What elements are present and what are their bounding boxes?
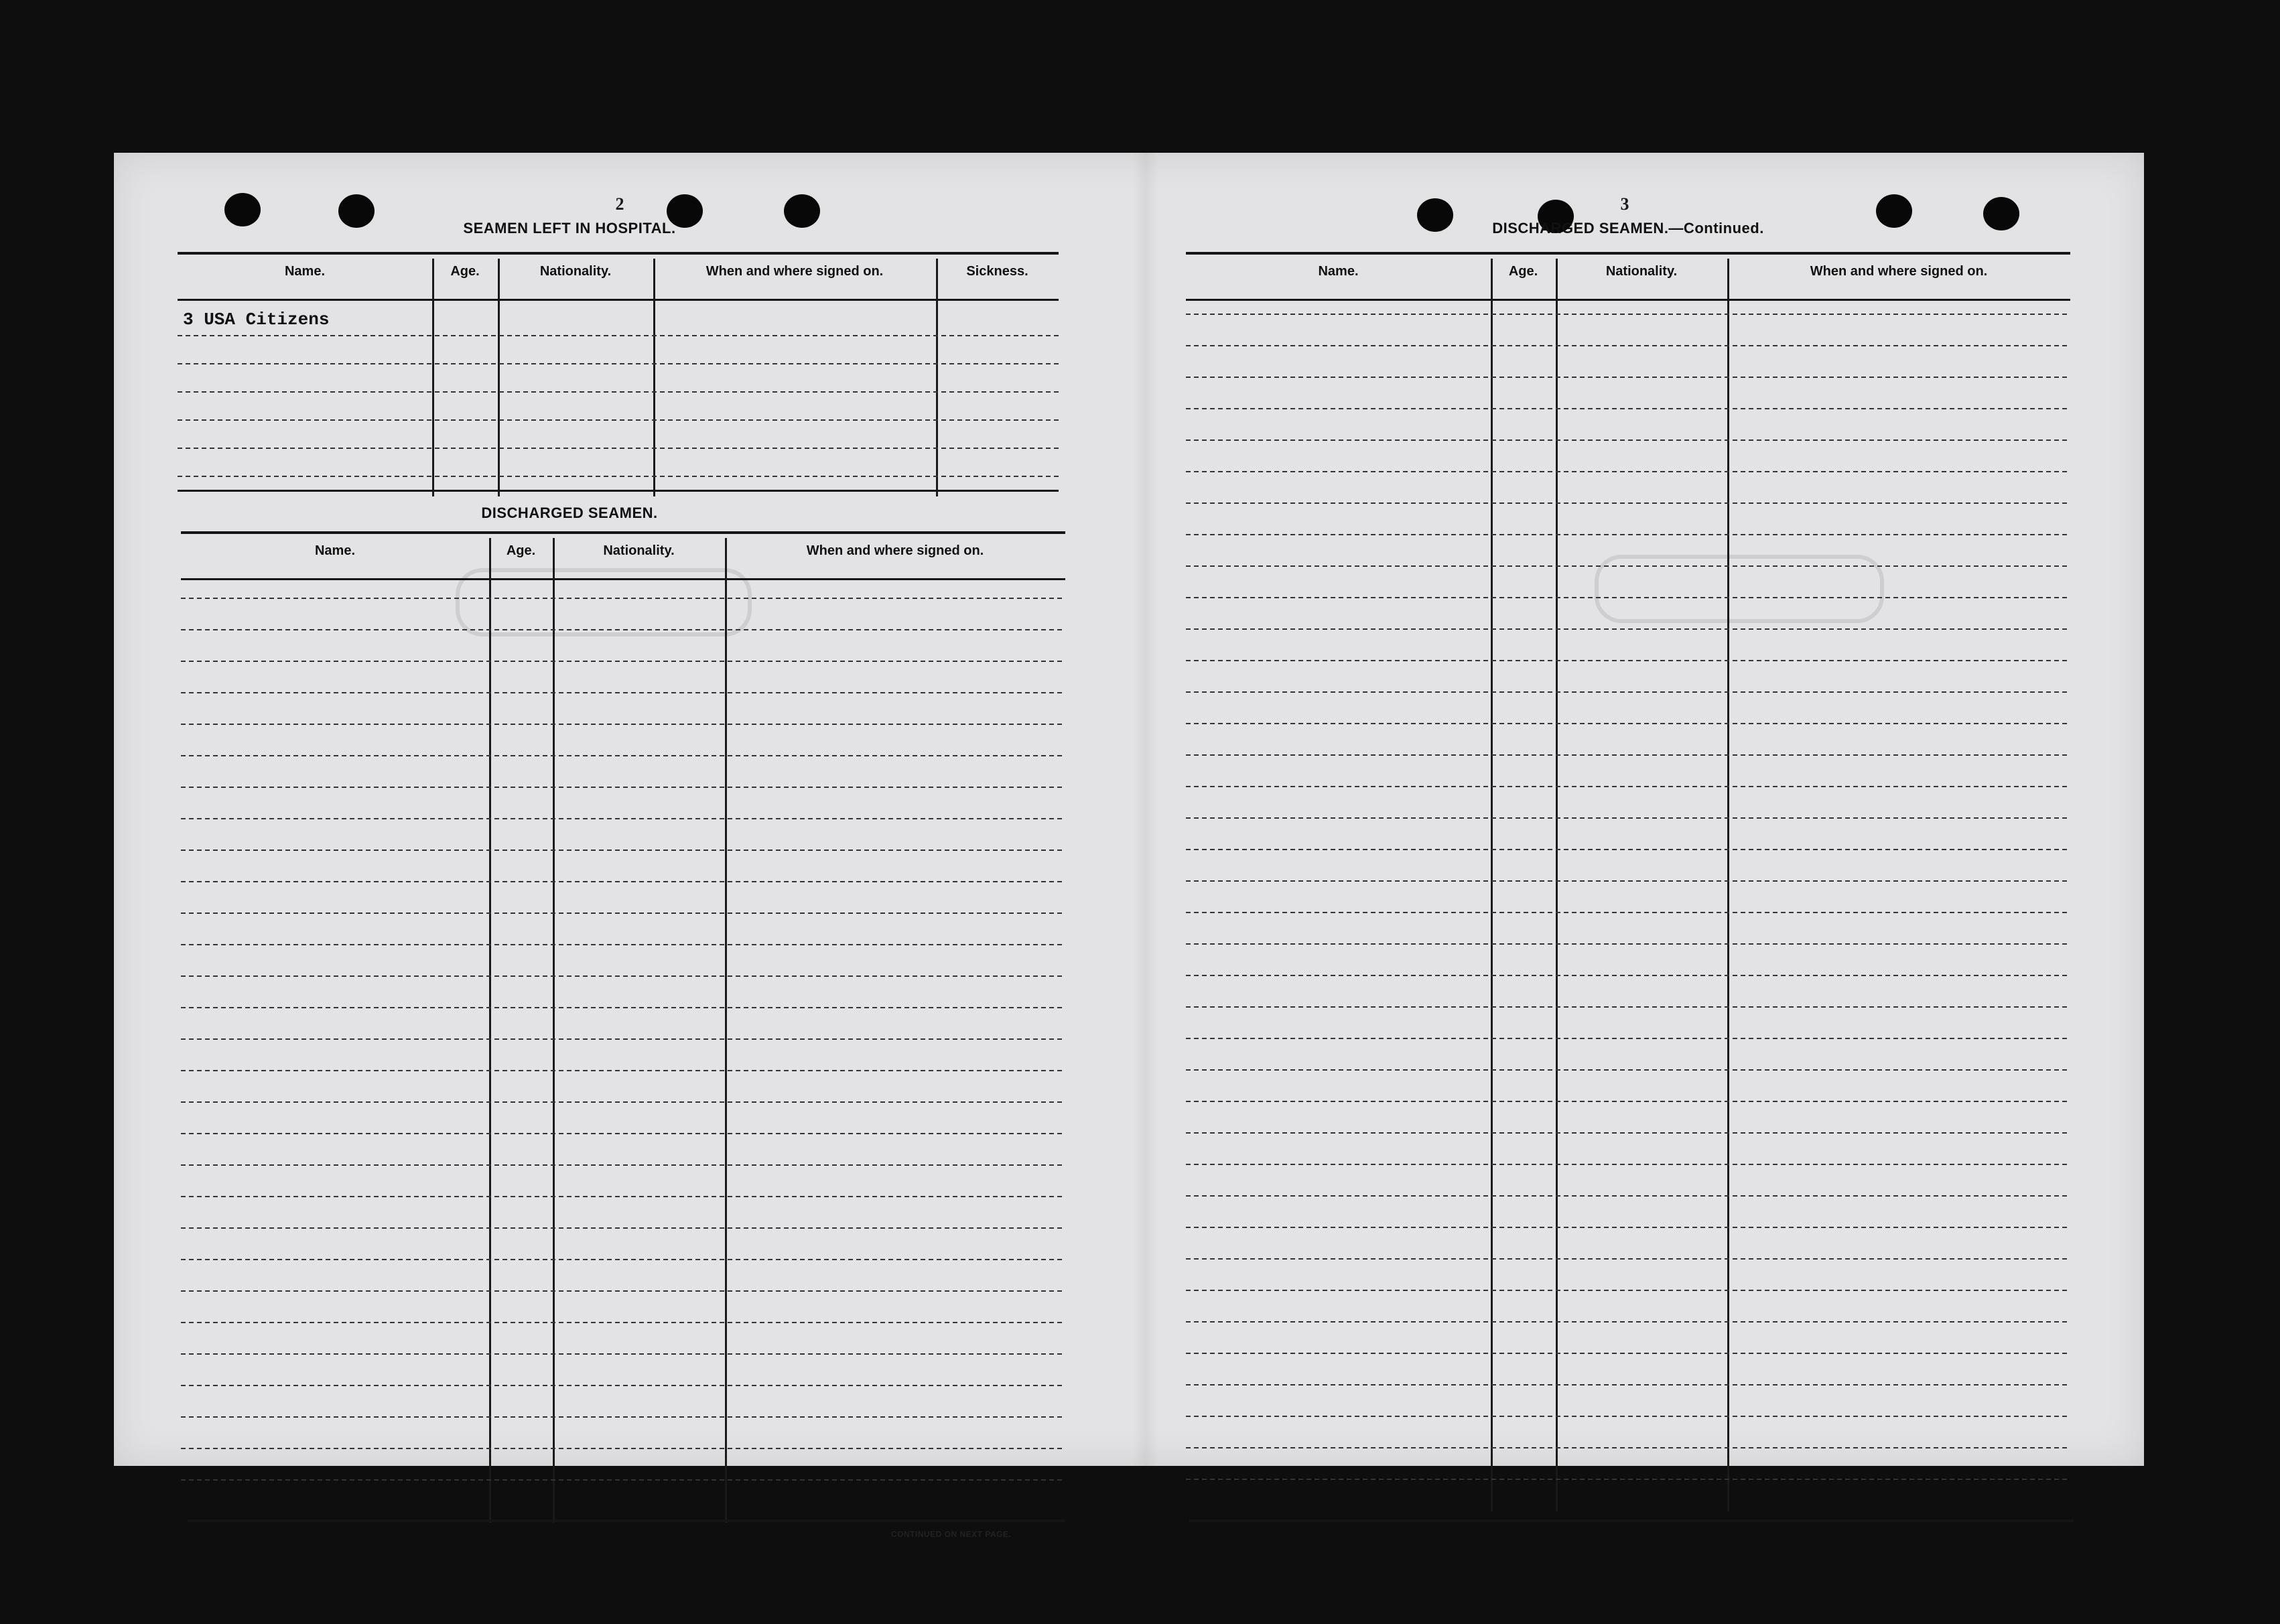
row-line <box>1186 439 2070 441</box>
row-line <box>1186 345 2070 346</box>
row-line <box>1186 912 2070 913</box>
row-line <box>181 661 1065 662</box>
column-divider <box>1491 259 1493 1511</box>
column-divider <box>936 259 938 496</box>
discharged-table-right <box>1186 252 2070 1514</box>
row-line <box>1186 754 2070 756</box>
hospital-table <box>178 252 1059 492</box>
discharged-continued-title: DISCHARGED SEAMEN.—Continued. <box>1492 220 1764 236</box>
row-line <box>1186 1479 2070 1480</box>
row-line <box>181 850 1065 851</box>
column-divider <box>432 259 434 496</box>
hospital-entry-name: 3 USA Citizens <box>183 310 330 330</box>
row-line <box>1186 1069 2070 1071</box>
row-line <box>1186 880 2070 882</box>
row-line <box>181 1416 1065 1418</box>
row-line <box>178 448 1059 449</box>
row-line <box>181 1385 1065 1386</box>
row-line <box>1186 1038 2070 1039</box>
row-line <box>181 1479 1065 1481</box>
row-line <box>1186 534 2070 535</box>
column-header-age: Age. <box>1508 264 1538 279</box>
row-line <box>178 335 1059 336</box>
page-number-right: 3 <box>1620 194 1629 214</box>
column-header-name: Name. <box>314 543 356 558</box>
row-line <box>1186 377 2070 378</box>
row-line <box>181 1196 1065 1197</box>
row-line <box>181 692 1065 693</box>
hospital-section-title: SEAMEN LEFT IN HOSPITAL. <box>463 220 676 236</box>
discharged-table-bottom-rule-right <box>1189 1519 2074 1522</box>
row-line <box>181 1353 1065 1355</box>
row-line <box>1186 691 2070 693</box>
column-divider <box>553 538 555 1523</box>
column-divider <box>1556 259 1558 1511</box>
punch-hole <box>224 193 261 226</box>
row-line <box>1186 1384 2070 1385</box>
row-line <box>1186 817 2070 819</box>
row-line <box>181 944 1065 945</box>
punch-hole <box>1983 197 2019 230</box>
row-line <box>181 787 1065 788</box>
row-line <box>181 1133 1065 1134</box>
column-divider <box>498 259 500 496</box>
page-number-left: 2 <box>615 194 624 214</box>
row-line <box>1186 565 2070 567</box>
row-line <box>181 1259 1065 1260</box>
column-header-nationality: Nationality. <box>603 543 675 558</box>
row-line <box>181 629 1065 630</box>
row-line <box>181 881 1065 882</box>
column-header-age: Age. <box>506 543 536 558</box>
row-line <box>1186 723 2070 724</box>
row-line <box>181 1164 1065 1166</box>
row-line <box>1186 1195 2070 1197</box>
hospital-table-bottom-rule <box>178 490 1059 492</box>
row-line <box>181 1101 1065 1103</box>
document-sheet <box>114 153 2144 1539</box>
continued-note: CONTINUED ON NEXT PAGE. <box>891 1530 1012 1539</box>
column-divider <box>1727 259 1729 1511</box>
column-header-nationality: Nationality. <box>1605 264 1678 279</box>
row-line <box>1186 597 2070 598</box>
row-line <box>181 1007 1065 1008</box>
row-line <box>1186 1416 2070 1417</box>
row-line <box>1186 786 2070 787</box>
row-line <box>178 476 1059 477</box>
row-line <box>1186 1290 2070 1291</box>
row-line <box>181 1070 1065 1071</box>
row-line <box>1186 628 2070 630</box>
row-line <box>178 363 1059 364</box>
row-line <box>1186 1321 2070 1323</box>
row-line <box>181 724 1065 725</box>
row-line <box>1186 1164 2070 1165</box>
row-line <box>181 1322 1065 1323</box>
row-line <box>1186 1447 2070 1448</box>
row-line <box>1186 471 2070 472</box>
row-line <box>181 1448 1065 1449</box>
column-header-name: Name. <box>284 264 326 279</box>
row-line <box>181 975 1065 977</box>
row-line <box>181 818 1065 819</box>
row-line <box>178 419 1059 421</box>
column-header-age: Age. <box>450 264 480 279</box>
row-line <box>1186 408 2070 409</box>
row-line <box>1186 660 2070 661</box>
column-divider <box>725 538 727 1523</box>
row-line <box>181 598 1065 599</box>
discharged-table-bottom-rule-left <box>188 1519 1065 1522</box>
column-header-sickness: Sickness. <box>966 264 1028 279</box>
row-line <box>1186 1006 2070 1008</box>
punch-hole <box>1876 194 1912 228</box>
row-line <box>1186 1227 2070 1228</box>
row-line <box>181 1290 1065 1292</box>
column-header-name: Name. <box>1318 264 1359 279</box>
column-header-nationality: Nationality. <box>539 264 612 279</box>
column-divider <box>653 259 655 496</box>
column-header-signed-on: When and where signed on. <box>806 543 984 558</box>
row-line <box>181 912 1065 914</box>
column-divider <box>489 538 491 1523</box>
row-line <box>1186 975 2070 976</box>
discharged-table-left <box>181 531 1065 1526</box>
row-line <box>1186 502 2070 504</box>
row-line <box>181 1227 1065 1229</box>
page-fold <box>1132 153 1159 1466</box>
row-line <box>1186 1101 2070 1102</box>
row-line <box>178 391 1059 393</box>
row-line <box>1186 943 2070 945</box>
row-line <box>181 755 1065 756</box>
row-line <box>181 1038 1065 1040</box>
row-line <box>1186 849 2070 850</box>
column-header-signed-on: When and where signed on. <box>1810 264 1988 279</box>
row-line <box>1186 1132 2070 1134</box>
column-header-signed-on: When and where signed on. <box>706 264 884 279</box>
row-line <box>1186 1258 2070 1260</box>
row-line <box>1186 314 2070 315</box>
row-line <box>1186 1353 2070 1354</box>
discharged-section-title: DISCHARGED SEAMEN. <box>481 504 658 521</box>
